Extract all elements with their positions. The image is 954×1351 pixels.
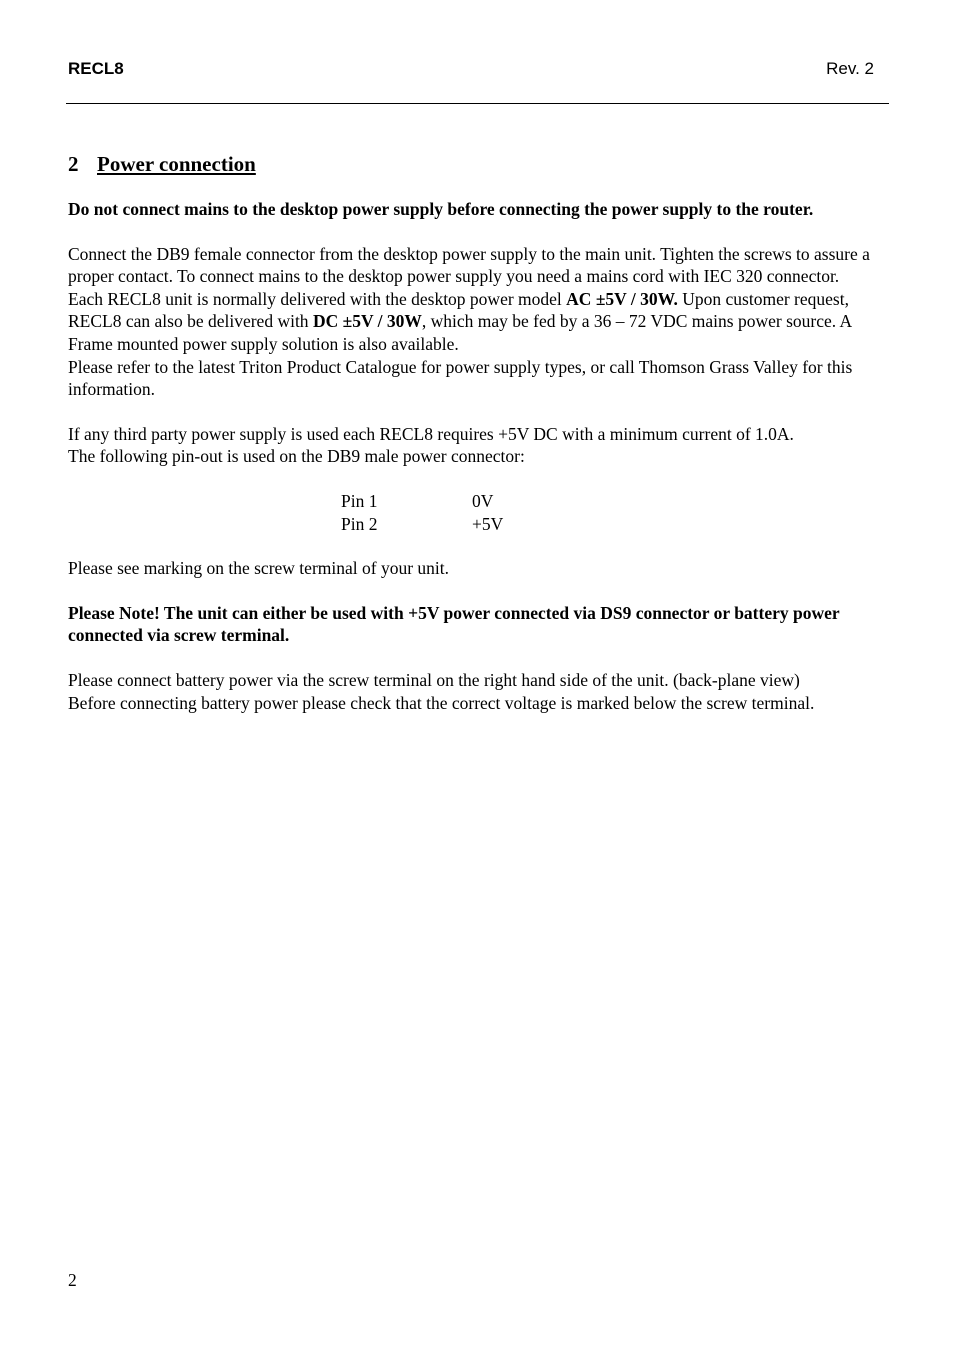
model-ac-spec: AC ±5V / 30W. bbox=[566, 288, 678, 309]
pin-value: 0V bbox=[472, 490, 494, 511]
section-number: 2 bbox=[68, 152, 79, 176]
paragraph-connect: Connect the DB9 female connector from the desktop power supply to the main unit. Tighten the screws to assure a proper contact. To connect mains to the desktop power supply you need a mains cord with IEC 320 connector. bbox=[68, 243, 870, 287]
pin-label: Pin 1 bbox=[341, 490, 378, 511]
header-revision: Rev. 2 bbox=[826, 59, 874, 78]
page-number: 2 bbox=[68, 1270, 77, 1290]
paragraph-battery-connect: Please connect battery power via the screw terminal on the right hand side of the unit. (back-plane view) bbox=[68, 669, 800, 690]
paragraph-battery-check: Before connecting battery power please check that the correct voltage is marked below the screw terminal. bbox=[68, 692, 815, 713]
model-text-1: Each RECL8 unit is normally delivered with the desktop power model bbox=[68, 288, 567, 309]
warning-power-source: Please Note! The unit can either be used with +5V power connected via DS9 connector or battery power connected via screw terminal. bbox=[68, 602, 840, 646]
header-divider bbox=[66, 103, 889, 104]
paragraph-pinout-intro: The following pin-out is used on the DB9 male power connector: bbox=[68, 446, 525, 467]
pinout-row bbox=[341, 490, 888, 513]
paragraph-model bbox=[68, 288, 888, 356]
document-body bbox=[68, 150, 888, 714]
pin-value: +5V bbox=[472, 513, 504, 534]
section-title: Power connection bbox=[97, 152, 256, 176]
pinout-row bbox=[341, 513, 888, 536]
model-dc-spec: DC ±5V / 30W bbox=[312, 311, 422, 332]
pin-label: Pin 2 bbox=[341, 513, 378, 534]
paragraph-catalogue: Please refer to the latest Triton Product Catalogue for power supply types, or call Thomson Grass Valley for this information. bbox=[68, 356, 853, 400]
pinout-table bbox=[341, 490, 888, 535]
paragraph-marking: Please see marking on the screw terminal of your unit. bbox=[68, 558, 450, 579]
paragraph-third-party: If any third party power supply is used each RECL8 requires +5V DC with a minimum current of 1.0A. bbox=[68, 423, 794, 444]
section-heading bbox=[68, 150, 888, 178]
warning-mains: Do not connect mains to the desktop power supply before connecting the power supply to the router. bbox=[68, 199, 814, 219]
header-doc-id: RECL8 bbox=[68, 59, 124, 78]
model-text-2: Upon customer request, RECL8 can also be delivered with bbox=[68, 288, 849, 332]
model-text-3: , which may be fed by a 36 – 72 VDC mains power source. A Frame mounted power supply solution is also available. bbox=[68, 311, 852, 354]
